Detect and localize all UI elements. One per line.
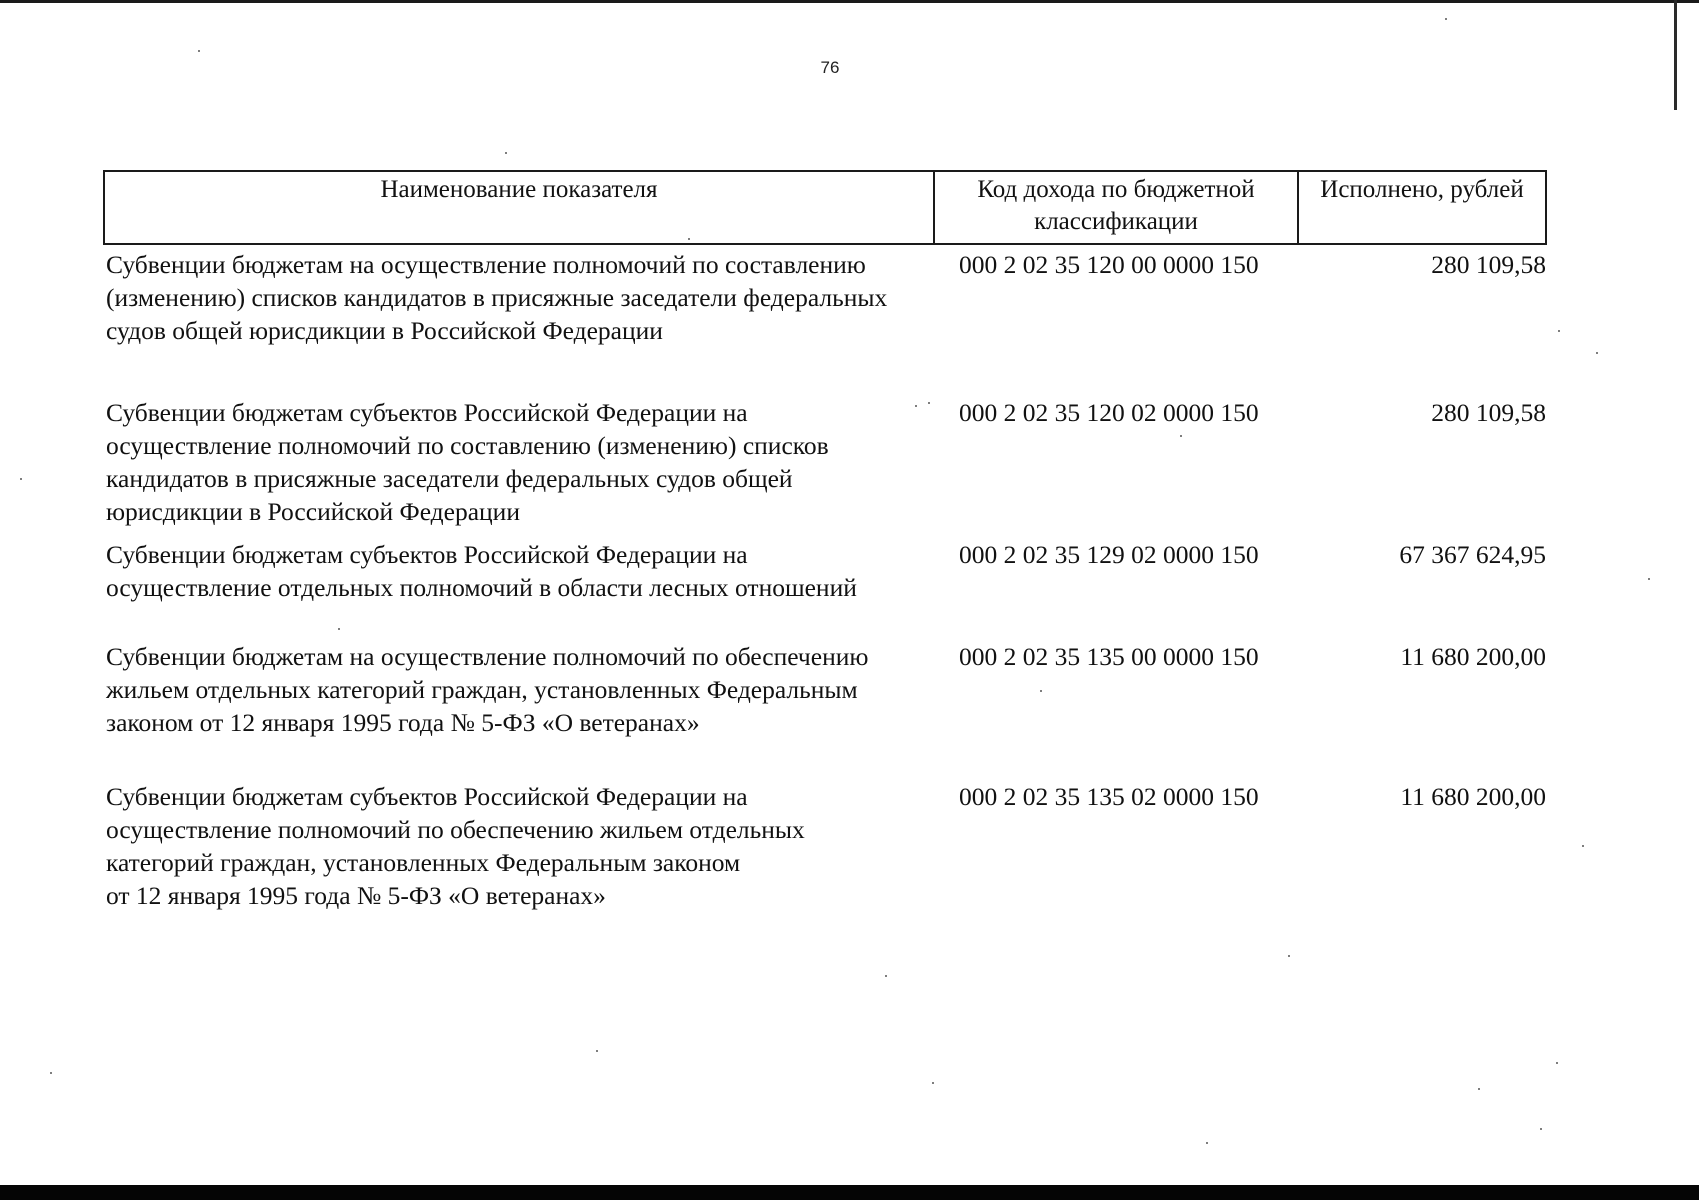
scan-speck xyxy=(915,405,917,407)
row-amount: 67 367 624,95 xyxy=(1399,540,1546,569)
row-name xyxy=(106,640,936,739)
scan-speck xyxy=(1478,1088,1480,1090)
header-amount-column: Исполнено, рублей xyxy=(1299,170,1547,245)
scan-speck xyxy=(1596,352,1598,354)
row-code: 000 2 02 35 135 02 0000 150 xyxy=(959,782,1259,811)
scan-speck xyxy=(198,50,200,52)
scan-speck xyxy=(20,478,22,480)
row-name-line: Субвенции бюджетам на осуществление полномочий по обеспечению xyxy=(106,642,869,671)
scan-speck xyxy=(688,238,690,240)
scan-speck xyxy=(1288,955,1290,957)
scan-top-edge xyxy=(0,0,1699,3)
scan-speck xyxy=(1648,578,1650,580)
row-name xyxy=(106,538,936,604)
row-name-line: кандидатов в присяжные заседатели федеральных судов общей xyxy=(106,464,793,493)
scan-right-edge xyxy=(1674,0,1677,110)
row-name-line: Субвенции бюджетам субъектов Российской Федерации на xyxy=(106,398,748,427)
row-name-line: судов общей юрисдикции в Российской Федерации xyxy=(106,316,663,345)
scan-speck xyxy=(50,1072,52,1074)
scan-speck xyxy=(1540,1128,1542,1130)
row-name-line: осуществление отдельных полномочий в области лесных отношений xyxy=(106,573,857,602)
row-name-line: категорий граждан, установленных Федеральным законом xyxy=(106,848,741,877)
scan-speck xyxy=(338,628,340,630)
scan-speck xyxy=(1040,690,1042,692)
row-code: 000 2 02 35 135 00 0000 150 xyxy=(959,642,1259,671)
row-code: 000 2 02 35 120 02 0000 150 xyxy=(959,398,1259,427)
row-name-line: законом от 12 января 1995 года № 5-ФЗ «О ветеранах» xyxy=(106,708,700,737)
row-name-line: юрисдикции в Российской Федерации xyxy=(106,497,520,526)
row-name-line: Субвенции бюджетам на осуществление полномочий по составлению xyxy=(106,250,866,279)
row-name-line: жильем отдельных категорий граждан, установленных Федеральным xyxy=(106,675,858,704)
row-name xyxy=(106,248,936,347)
row-amount: 11 680 200,00 xyxy=(1400,642,1546,671)
scan-speck xyxy=(928,402,930,404)
row-code: 000 2 02 35 120 00 0000 150 xyxy=(959,250,1259,279)
row-amount: 280 109,58 xyxy=(1431,398,1546,427)
scan-speck xyxy=(1180,435,1182,437)
row-code: 000 2 02 35 129 02 0000 150 xyxy=(959,540,1259,569)
table-header xyxy=(103,170,1547,245)
scan-speck xyxy=(1445,18,1447,20)
scan-speck xyxy=(932,1082,934,1084)
row-name-line: осуществление полномочий по обеспечению жильем отдельных xyxy=(106,815,805,844)
row-amount: 11 680 200,00 xyxy=(1400,782,1546,811)
row-name-line: Субвенции бюджетам субъектов Российской Федерации на xyxy=(106,540,748,569)
row-name-line: осуществление полномочий по составлению (изменению) списков xyxy=(106,431,829,460)
row-name xyxy=(106,780,936,912)
row-name xyxy=(106,396,936,528)
scan-speck xyxy=(596,1050,598,1052)
row-name-line: (изменению) списков кандидатов в присяжные заседатели федеральных xyxy=(106,283,888,312)
row-amount: 280 109,58 xyxy=(1431,250,1546,279)
page-number: 76 xyxy=(820,58,840,77)
scan-speck xyxy=(1206,1142,1208,1144)
scan-speck xyxy=(1558,330,1560,332)
scan-bottom-edge xyxy=(0,1185,1699,1200)
scan-speck xyxy=(885,975,887,977)
header-code-column: Код дохода по бюджетной классификации xyxy=(935,170,1299,245)
scan-speck xyxy=(1556,1062,1558,1064)
header-name-column: Наименование показателя xyxy=(103,170,935,245)
row-name-line: Субвенции бюджетам субъектов Российской Федерации на xyxy=(106,782,748,811)
scan-speck xyxy=(505,152,507,154)
scan-speck xyxy=(1582,845,1584,847)
row-name-line: от 12 января 1995 года № 5-ФЗ «О ветеранах» xyxy=(106,881,606,910)
